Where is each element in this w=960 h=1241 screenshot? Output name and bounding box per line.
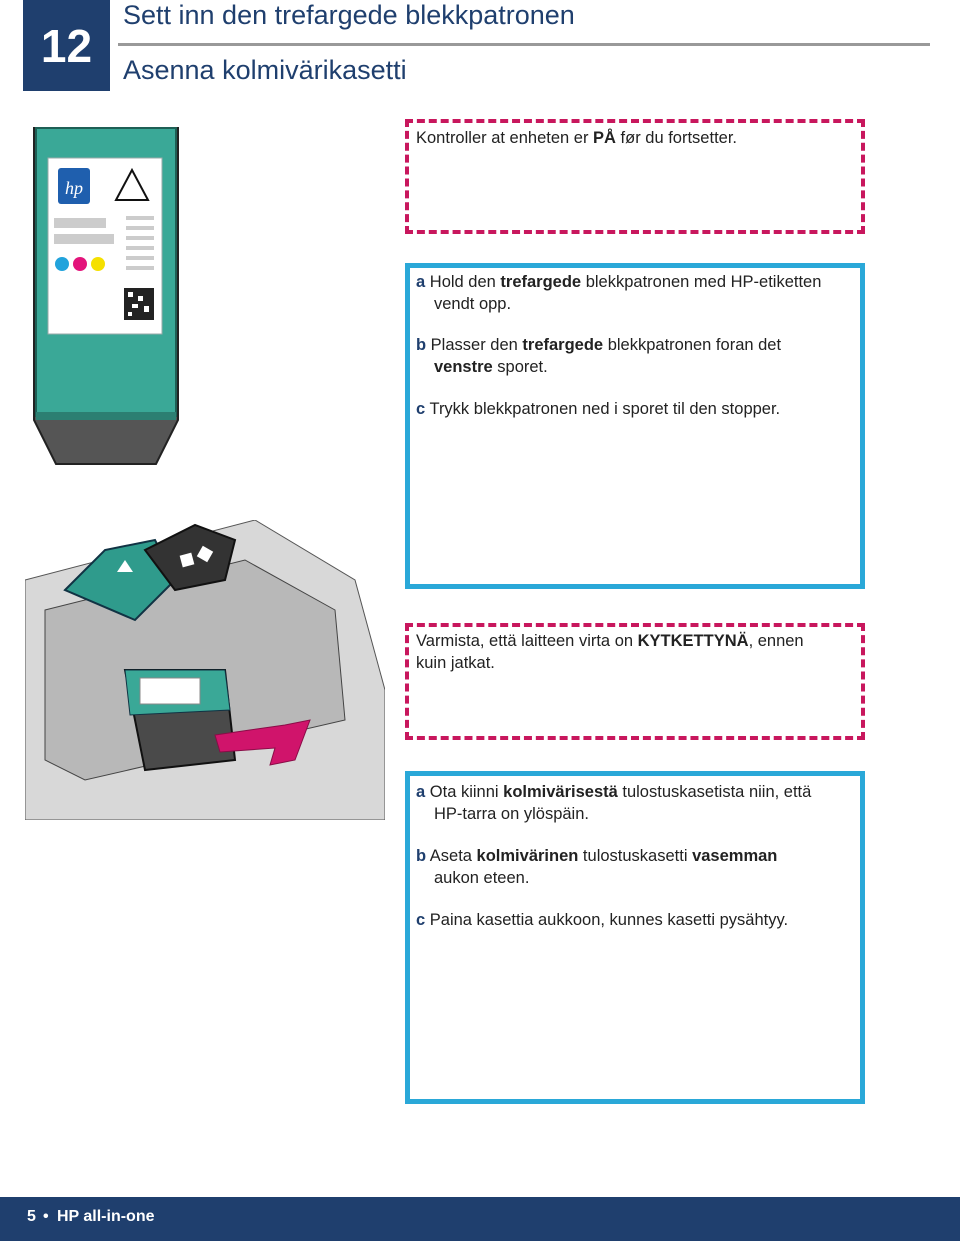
page-footer — [0, 1197, 960, 1241]
step-c-norwegian: c Trykk blekkpatronen ned i sporet til den stopper. — [416, 400, 781, 418]
printer-carriage-illustration — [25, 520, 385, 820]
title-finnish: Asenna kolmivärikasetti — [123, 55, 407, 85]
step-a-finnish: a Ota kiinni kolmivärisestä tulostuskasetista niin, että HP-tarra on ylöspäin. — [416, 783, 812, 823]
svg-text:hp: hp — [65, 178, 83, 198]
caution-text-finnish: Varmista, että laitteen virta on KYTKETTYNÄ, ennen kuin jatkat. — [416, 632, 804, 672]
footer-bullet: • — [43, 1208, 49, 1225]
product-name: HP all-in-one — [57, 1208, 155, 1225]
title-divider — [118, 43, 930, 46]
cartridge-illustration — [28, 124, 184, 468]
step-a-norwegian: a Hold den trefargede blekkpatronen med HP-etiketten vendt opp. — [416, 273, 822, 313]
title-norwegian: Sett inn den trefargede blekkpatronen — [123, 0, 575, 30]
step-number-badge: 12 — [23, 0, 110, 91]
page-number: 5 — [27, 1208, 36, 1225]
step-c-finnish: c Paina kasettia aukkoon, kunnes kasetti pysähtyy. — [416, 911, 789, 929]
step-b-norwegian: b Plasser den trefargede blekkpatronen foran det venstre sporet. — [416, 336, 782, 376]
step-b-finnish: b Aseta kolmivärinen tulostuskasetti vasemman aukon eteen. — [416, 847, 778, 887]
caution-text-norwegian: Kontroller at enheten er PÅ før du fortsetter. — [416, 129, 737, 147]
